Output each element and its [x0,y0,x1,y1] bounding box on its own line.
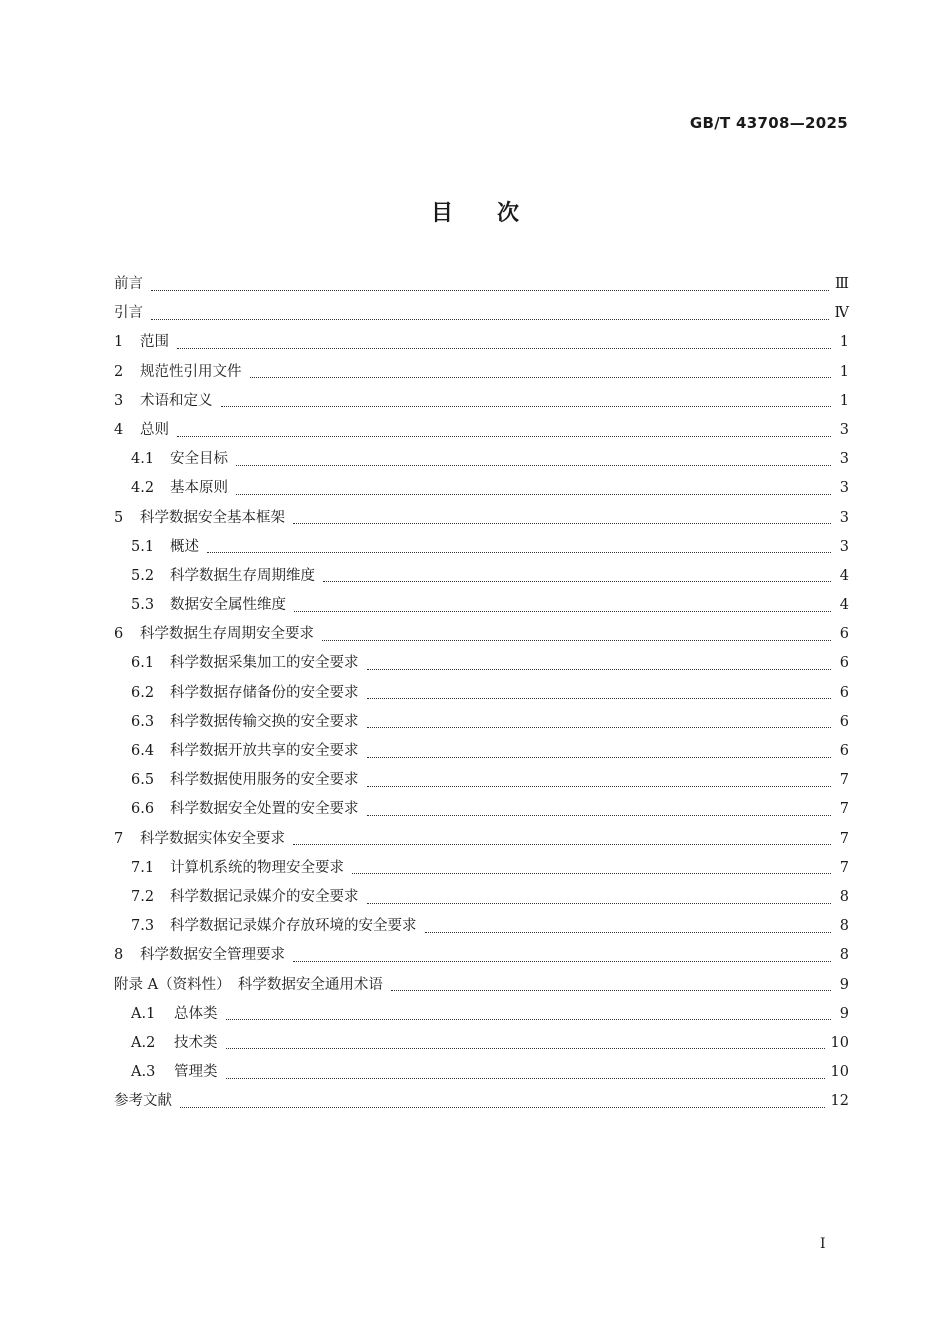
toc-entry-title: 科学数据传输交换的安全要求 [170,713,359,730]
dot-leader [391,989,831,991]
toc-entry[interactable] [114,943,849,972]
toc-entry[interactable] [114,710,849,739]
toc-entry-page: Ⅳ [834,305,849,322]
toc-entry[interactable] [114,739,849,768]
page-title: 目 次 [430,201,519,226]
toc-entry-label [131,797,367,818]
toc-entry[interactable] [114,476,849,505]
toc-entry-number: 4.1 [131,451,155,468]
toc-entry-label [131,681,367,702]
toc-entry[interactable] [114,330,849,359]
toc-entry-number: 7.2 [131,888,155,905]
toc-entry[interactable] [114,1031,849,1060]
toc-entry-title: 科学数据安全管理要求 [140,947,285,964]
toc-entry-page: 7 [839,830,849,847]
toc-entry-number: 6.5 [131,772,155,789]
table-of-contents [114,272,849,1118]
dot-leader [367,726,832,728]
toc-entry-page: 1 [839,334,849,351]
toc-entry-page: 12 [830,1093,849,1110]
toc-entry-title: 总体类 [174,1005,218,1022]
toc-entry-page: 10 [830,1064,849,1081]
toc-entry[interactable] [114,856,849,885]
dot-leader [425,931,832,933]
toc-entry-page: 6 [839,743,849,759]
toc-entry-number: 2 [114,363,124,380]
dot-leader [236,493,831,495]
dot-leader [151,318,829,320]
dot-leader [367,756,832,758]
toc-entry-label [131,476,236,497]
toc-entry[interactable] [114,1089,849,1118]
toc-entry-title: 计算机系统的物理安全要求 [170,859,344,876]
toc-entry-page: 7 [839,772,849,789]
dot-leader [177,347,831,349]
toc-entry-label [114,389,221,410]
toc-entry-title: 附录 A（资料性） 科学数据安全通用术语 [114,976,383,993]
toc-entry[interactable] [114,272,849,301]
toc-entry-number: 4.2 [131,480,155,497]
toc-entry-label [114,506,293,527]
page-number: I [820,1236,826,1252]
dot-leader [367,697,832,699]
toc-entry-page: 8 [839,918,849,935]
toc-entry-number: 5.3 [131,597,155,614]
toc-entry-label [114,418,177,439]
dot-leader [250,376,832,378]
dot-leader [151,289,829,291]
toc-entry-label [131,564,323,585]
toc-entry-label [131,885,367,906]
dot-leader [367,668,832,670]
toc-entry-number: 8 [114,947,124,964]
toc-entry[interactable] [114,797,849,826]
toc-entry-label [131,768,367,789]
toc-entry-label [131,1031,226,1052]
toc-entry-page: 7 [839,801,849,818]
toc-entry-title: 技术类 [174,1034,218,1051]
toc-entry-title: 前言 [114,276,143,292]
toc-entry[interactable] [114,827,849,856]
toc-entry-page: 4 [839,567,849,584]
toc-entry-number: 6.1 [131,655,155,672]
toc-entry-title: 科学数据生存周期安全要求 [140,626,314,643]
toc-entry-label [114,943,293,964]
toc-entry-label [131,856,352,877]
toc-entry-number: 7 [114,830,124,847]
toc-entry-label [114,1089,180,1110]
standard-code: GB/T 43708—2025 [689,114,848,132]
toc-entry-label [114,330,177,351]
toc-entry-page: Ⅲ [835,276,849,292]
toc-entry-number: 7.3 [131,918,155,935]
toc-entry-number: 4 [114,421,124,438]
dot-leader [367,902,832,904]
toc-entry-label [131,447,236,468]
toc-entry-title: 科学数据开放共享的安全要求 [170,743,359,759]
toc-entry[interactable] [114,360,849,389]
toc-entry-title: 术语和定义 [140,392,213,409]
toc-entry-label [131,739,367,760]
toc-entry[interactable] [114,418,849,447]
toc-entry-title: 科学数据使用服务的安全要求 [170,772,359,789]
toc-entry-number: 5.2 [131,567,155,584]
toc-entry-title: 管理类 [174,1064,218,1081]
toc-entry-label [131,593,294,614]
dot-leader [226,1018,832,1020]
toc-entry-page: 9 [839,1005,849,1022]
toc-entry-page: 10 [830,1034,849,1051]
toc-entry-title: 科学数据存储备份的安全要求 [170,684,359,701]
toc-entry-title: 安全目标 [170,451,228,468]
toc-entry[interactable] [114,447,849,476]
toc-entry-number: 6.6 [131,801,155,818]
toc-entry-page: 6 [839,626,849,643]
toc-entry-number: 1 [114,334,124,351]
toc-entry-number: A.3 [131,1064,156,1081]
toc-entry-title: 科学数据安全处置的安全要求 [170,801,359,818]
toc-entry-page: 8 [839,888,849,905]
toc-entry-title: 科学数据安全基本框架 [140,509,285,526]
toc-entry-label [131,1002,226,1023]
toc-entry[interactable] [114,593,849,622]
dot-leader [323,580,831,582]
toc-entry-title: 科学数据记录媒介存放环境的安全要求 [170,918,417,935]
toc-entry-page: 3 [839,480,849,497]
toc-entry-title: 科学数据记录媒介的安全要求 [170,888,359,905]
toc-entry[interactable] [114,564,849,593]
dot-leader [226,1047,825,1049]
toc-entry-page: 1 [839,363,849,380]
toc-entry-title: 概述 [170,538,199,555]
toc-entry[interactable] [114,973,849,1002]
dot-leader [177,435,831,437]
dot-leader [293,960,831,962]
dot-leader [293,843,831,845]
toc-entry-number: 6.4 [131,743,155,759]
toc-entry-label [131,1060,226,1081]
toc-entry-label [114,360,250,381]
dot-leader [367,785,832,787]
toc-entry-number: A.1 [131,1005,156,1022]
dot-leader [226,1077,825,1079]
dot-leader [367,814,832,816]
dot-leader [322,639,831,641]
toc-entry-label [114,827,293,848]
toc-entry-page: 4 [839,597,849,614]
toc-entry-label [131,914,425,935]
toc-entry-number: 6 [114,626,124,643]
toc-entry-label [131,710,367,731]
toc-entry-label [131,651,367,672]
toc-entry[interactable] [114,535,849,564]
dot-leader [236,464,831,466]
dot-leader [221,405,832,407]
toc-entry-page: 6 [839,655,849,672]
toc-entry-label [114,973,391,994]
toc-entry-title: 参考文献 [114,1093,172,1110]
toc-entry-page: 3 [839,538,849,555]
toc-entry-number: 3 [114,392,124,409]
toc-entry-title: 数据安全属性维度 [170,597,286,614]
toc-entry-title: 科学数据生存周期维度 [170,567,315,584]
toc-entry-number: A.2 [131,1034,156,1051]
toc-entry-page: 3 [839,509,849,526]
toc-entry[interactable] [114,622,849,651]
toc-entry[interactable] [114,506,849,535]
toc-entry-number: 5.1 [131,538,155,555]
toc-entry[interactable] [114,681,849,710]
toc-entry[interactable] [114,651,849,680]
toc-entry[interactable] [114,914,849,943]
dot-leader [207,551,831,553]
toc-entry-label [114,301,151,322]
toc-entry-title: 范围 [140,334,169,351]
toc-entry-page: 1 [839,392,849,409]
toc-entry-title: 引言 [114,305,143,322]
toc-entry[interactable] [114,301,849,330]
toc-entry[interactable] [114,885,849,914]
toc-entry-page: 3 [839,451,849,468]
dot-leader [294,610,831,612]
toc-entry-page: 7 [839,859,849,876]
toc-entry-page: 8 [839,947,849,964]
toc-entry-title: 基本原则 [170,480,228,497]
toc-entry-label [131,535,207,556]
toc-entry-label [114,622,322,643]
dot-leader [352,872,831,874]
toc-entry-number: 5 [114,509,124,526]
toc-entry-number: 7.1 [131,859,155,876]
toc-entry-label [114,272,151,293]
toc-entry-page: 6 [839,713,849,730]
toc-entry-page: 3 [839,421,849,438]
toc-entry-page: 6 [839,684,849,701]
toc-entry-title: 科学数据采集加工的安全要求 [170,655,359,672]
toc-entry[interactable] [114,768,849,797]
toc-entry-page: 9 [839,976,849,993]
dot-leader [180,1106,825,1108]
toc-entry-number: 6.2 [131,684,155,701]
toc-entry[interactable] [114,1060,849,1089]
dot-leader [293,522,831,524]
toc-entry-title: 总则 [140,421,169,438]
toc-entry-title: 规范性引用文件 [140,363,242,380]
toc-entry[interactable] [114,389,849,418]
toc-entry[interactable] [114,1002,849,1031]
toc-entry-number: 6.3 [131,713,155,730]
toc-entry-title: 科学数据实体安全要求 [140,830,285,847]
